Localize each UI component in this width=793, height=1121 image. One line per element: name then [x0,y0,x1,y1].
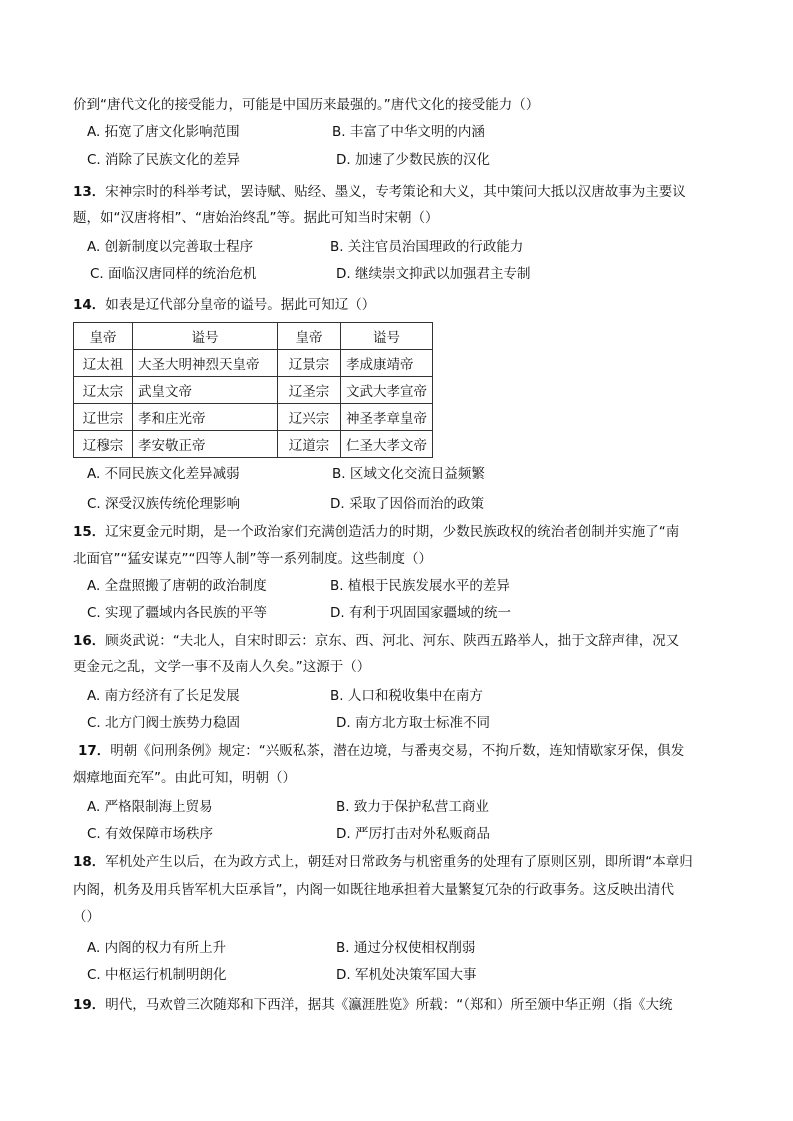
q16-option-a[interactable]: A. 南方经济有了长足发展 [87,688,240,704]
q17-option-a[interactable]: A. 严格限制海上贸易 [87,799,213,815]
q15-stem-line1 [73,522,723,542]
table-cell: 辽景宗 [278,350,341,377]
table-cell: 大圣大明神烈天皇帝 [133,350,278,377]
table-row [74,350,433,377]
q19-stem-line1 [73,995,723,1015]
table-cell: 孝安敬正帝 [133,431,278,458]
q15-option-c[interactable]: C. 实现了疆域内各民族的平等 [87,605,268,621]
q14-stem-line1 [73,295,723,315]
q15-stem-line2: 北面官”“猛安谋克”“四等人制”等一系列制度。这些制度（） [73,551,432,567]
table-cell: 辽太祖 [74,350,133,377]
q13-stem-line2: 题，如“汉唐将相”、“唐始治终乱”等。据此可知当时宋朝（） [73,210,439,226]
q12-option-a[interactable]: A. 拓宽了唐文化影响范围 [87,124,240,140]
q18-text1: 军机处产生以后，在为政方式上，朝廷对日常政务与机密重务的处理有了原则区别，即所谓“本章归 [105,854,693,870]
q18-stem-line3: （） [73,909,100,925]
table-cell: 孝成康靖帝 [341,350,433,377]
q17-option-c[interactable]: C. 有效保障市场秩序 [87,826,214,842]
q17-number: 17． [78,743,111,759]
table-cell: 辽世宗 [74,404,133,431]
table-header: 谥号 [133,323,278,350]
q16-option-d[interactable]: D. 南方北方取士标准不同 [336,715,490,731]
q13-stem-line1 [73,182,723,202]
table-cell: 文武大孝宣帝 [341,377,433,404]
q17-text1: 明朝《问刑条例》规定：“兴贩私茶，潜在边境，与番夷交易，不拘斤数，连知情歇家牙保，俱发 [110,743,685,759]
q15-option-d[interactable]: D. 有利于巩固国家疆域的统一 [330,605,511,621]
q19-number: 19． [73,997,106,1013]
table-cell: 孝和庄光帝 [133,404,278,431]
q16-stem-line2: 更金元之乱，文学一事不及南人久矣。”这源于（） [73,659,371,675]
q16-option-b[interactable]: B. 人口和税收集中在南方 [330,688,483,704]
q14-text1: 如表是辽代部分皇帝的谥号。据此可知辽（） [105,297,376,313]
q18-stem-line1 [73,852,723,872]
table-cell: 神圣孝章皇帝 [341,404,433,431]
q15-number: 15． [73,524,106,540]
q14-option-c[interactable]: C. 深受汉族传统伦理影响 [87,496,241,512]
q17-option-b[interactable]: B. 致力于保护私营工商业 [336,799,489,815]
table-cell: 辽太宗 [74,377,133,404]
q13-option-a[interactable]: A. 创新制度以完善取士程序 [87,239,254,255]
q18-option-a[interactable]: A. 内阁的权力有所上升 [87,940,227,956]
q12-option-d[interactable]: D. 加速了少数民族的汉化 [336,152,490,168]
table-cell: 辽兴宗 [278,404,341,431]
q16-stem-line1 [73,631,723,651]
q12-continuation: 价到“唐代文化的接受能力，可能是中国历来最强的。”唐代文化的接受能力（） [73,97,540,113]
q15-text1: 辽宋夏金元时期，是一个政治家们充满创造活力的时期，少数民族政权的统治者创制并实施了“南 [105,524,680,540]
table-header: 皇帝 [278,323,341,350]
table-cell: 仁圣大孝文帝 [341,431,433,458]
q18-stem-line2: 内阁，机务及用兵皆军机大臣承旨”，内阁一如既往地承担着大量繁复冗杂的行政事务。这反映出清代 [73,882,674,898]
table-cell: 武皇文帝 [133,377,278,404]
q14-option-a[interactable]: A. 不同民族文化差异减弱 [87,466,240,482]
table-row [74,404,433,431]
table-cell: 辽穆宗 [74,431,133,458]
q13-text1: 宋神宗时的科举考试，罢诗赋、贴经、墨义，专考策论和大义，其中策问大抵以汉唐故事为主要议 [105,184,686,200]
q17-stem-line2: 烟瘴地面充军”。由此可知，明朝（） [73,770,296,786]
q16-number: 16． [73,633,106,649]
table-row [74,431,433,458]
q14-option-d[interactable]: D. 采取了因俗而治的政策 [330,496,484,512]
table-header: 皇帝 [74,323,133,350]
q16-option-c[interactable]: C. 北方门阀士族势力稳固 [87,715,241,731]
q18-option-d[interactable]: D. 军机处决策军国大事 [336,967,477,983]
q19-text1: 明代，马欢曾三次随郑和下西洋，据其《瀛涯胜览》所载：“（郑和）所至颁中华正朔（指《大统 [105,997,673,1013]
q16-text1: 顾炎武说：“夫北人，自宋时即云：京东、西、河北、河东、陕西五路举人，拙于文辞声律，况又 [105,633,680,649]
q13-option-d[interactable]: D. 继续崇文抑武以加强君主专制 [336,266,531,282]
q15-option-a[interactable]: A. 全盘照搬了唐朝的政治制度 [87,578,267,594]
q13-option-b[interactable]: B. 关注官员治国理政的行政能力 [330,239,524,255]
q17-stem-line1 [78,741,728,761]
q18-option-b[interactable]: B. 通过分权使相权削弱 [336,940,476,956]
table-header: 谥号 [341,323,433,350]
q15-option-b[interactable]: B. 植根于民族发展水平的差异 [330,578,510,594]
q18-option-c[interactable]: C. 中枢运行机制明朗化 [87,967,227,983]
emperor-title-table [73,322,433,458]
q12-option-c[interactable]: C. 消除了民族文化的差异 [87,152,241,168]
q13-number: 13． [73,184,106,200]
q17-option-d[interactable]: D. 严厉打击对外私贩商品 [336,826,490,842]
table-row [74,377,433,404]
table-cell: 辽圣宗 [278,377,341,404]
table-header-row [74,323,433,350]
table-cell: 辽道宗 [278,431,341,458]
q14-option-b[interactable]: B. 区域文化交流日益频繁 [332,466,485,482]
q14-number: 14． [73,297,106,313]
q13-option-c[interactable]: C. 面临汉唐同样的统治危机 [90,266,257,282]
q18-number: 18． [73,854,106,870]
q12-option-b[interactable]: B. 丰富了中华文明的内涵 [332,124,485,140]
